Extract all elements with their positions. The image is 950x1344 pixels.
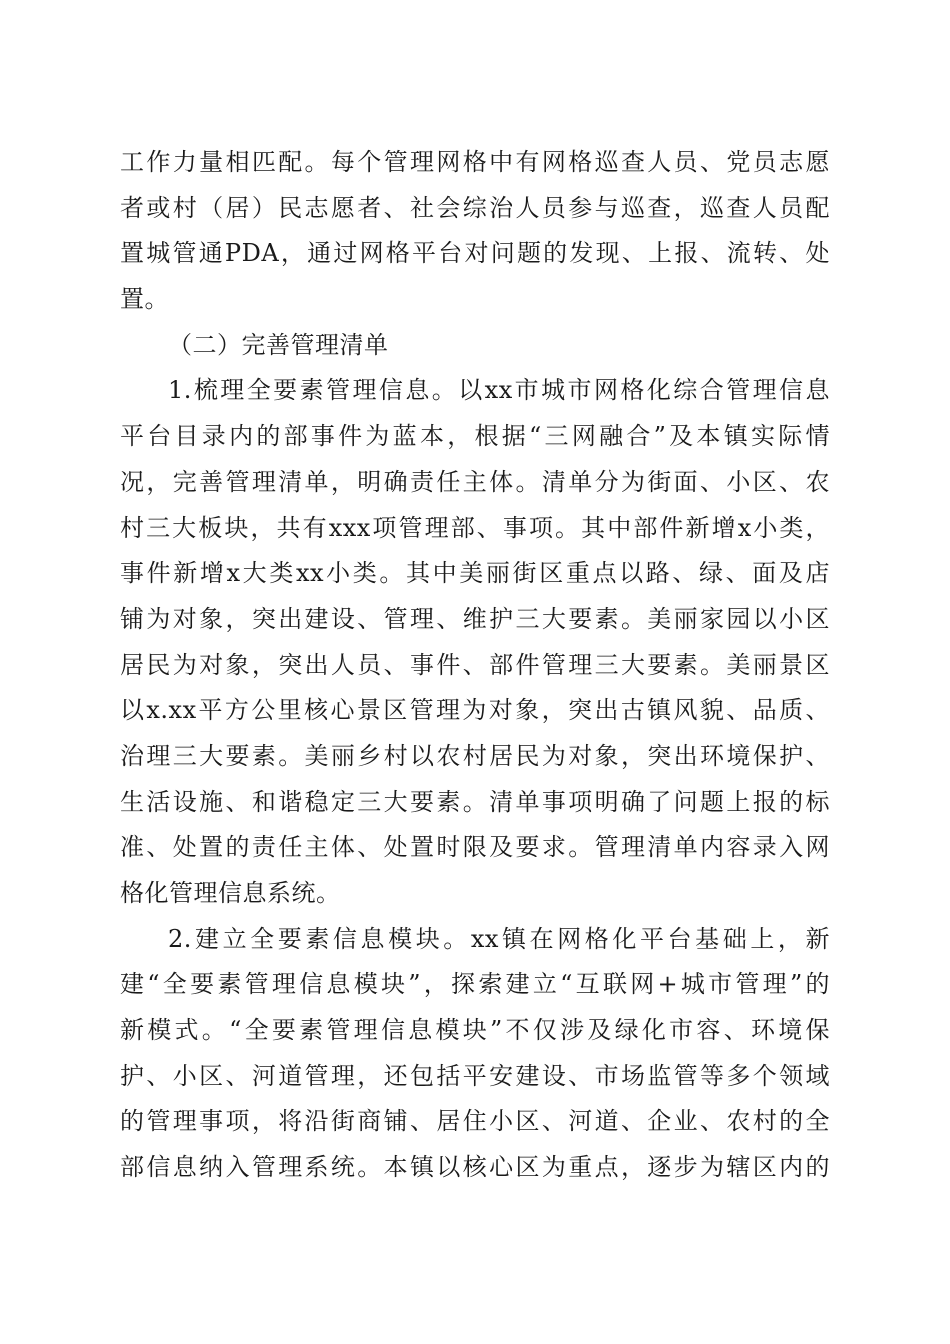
paragraph-management-info — [120, 368, 830, 916]
text-line: 者或村（居）民志愿者、社会综治人员参与巡查，巡查人员配 — [120, 193, 830, 222]
text-line: 村三大板块，共有xxx项管理部、事项。其中部件新增x小类， — [120, 513, 830, 542]
text-line: 准、处置的责任主体、处置时限及要求。管理清单内容录入网 — [120, 833, 830, 862]
text-line: 新模式。“全要素管理信息模块”不仅涉及绿化市容、环境保 — [120, 1016, 830, 1045]
paragraph-info-module — [120, 917, 830, 1191]
text-line: 事件新增x大类xx小类。其中美丽街区重点以路、绿、面及店 — [120, 559, 830, 588]
text-line: 生活设施、和谐稳定三大要素。清单事项明确了问题上报的标 — [120, 787, 830, 816]
text-line: 置。 — [120, 285, 169, 314]
text-line: 1.梳理全要素管理信息。以xx市城市网格化综合管理信息 — [168, 376, 830, 405]
text-line: 置城管通PDA，通过网格平台对问题的发现、上报、流转、处 — [120, 239, 830, 268]
text-line: 的管理事项，将沿街商铺、居住小区、河道、企业、农村的全 — [120, 1107, 830, 1136]
text-line: 况，完善管理清单，明确责任主体。清单分为街面、小区、农 — [120, 467, 830, 496]
text-line: 2.建立全要素信息模块。xx镇在网格化平台基础上，新 — [168, 924, 830, 953]
text-line: 铺为对象，突出建设、管理、维护三大要素。美丽家园以小区 — [120, 604, 830, 633]
text-line: 以x.xx平方公里核心景区管理为对象，突出古镇风貌、品质、 — [120, 696, 830, 725]
text-line: 部信息纳入管理系统。本镇以核心区为重点，逐步为辖区内的 — [120, 1153, 830, 1182]
section-heading: （二）完善管理清单 — [168, 330, 389, 359]
text-line: 治理三大要素。美丽乡村以农村居民为对象，突出环境保护、 — [120, 741, 830, 770]
text-line: 工作力量相匹配。每个管理网格中有网格巡查人员、党员志愿 — [120, 148, 830, 176]
document-body — [120, 140, 830, 1191]
text-line: 格化管理信息系统。 — [120, 879, 341, 907]
paragraph-grid-staffing — [120, 140, 830, 323]
text-line: 居民为对象，突出人员、事件、部件管理三大要素。美丽景区 — [120, 650, 830, 679]
text-line: 平台目录内的部事件为蓝本，根据“三网融合”及本镇实际情 — [120, 422, 830, 451]
text-line: 建“全要素管理信息模块”，探索建立“互联网+城市管理”的 — [120, 970, 830, 999]
text-line: 护、小区、河道管理，还包括平安建设、市场监管等多个领域 — [120, 1061, 830, 1090]
